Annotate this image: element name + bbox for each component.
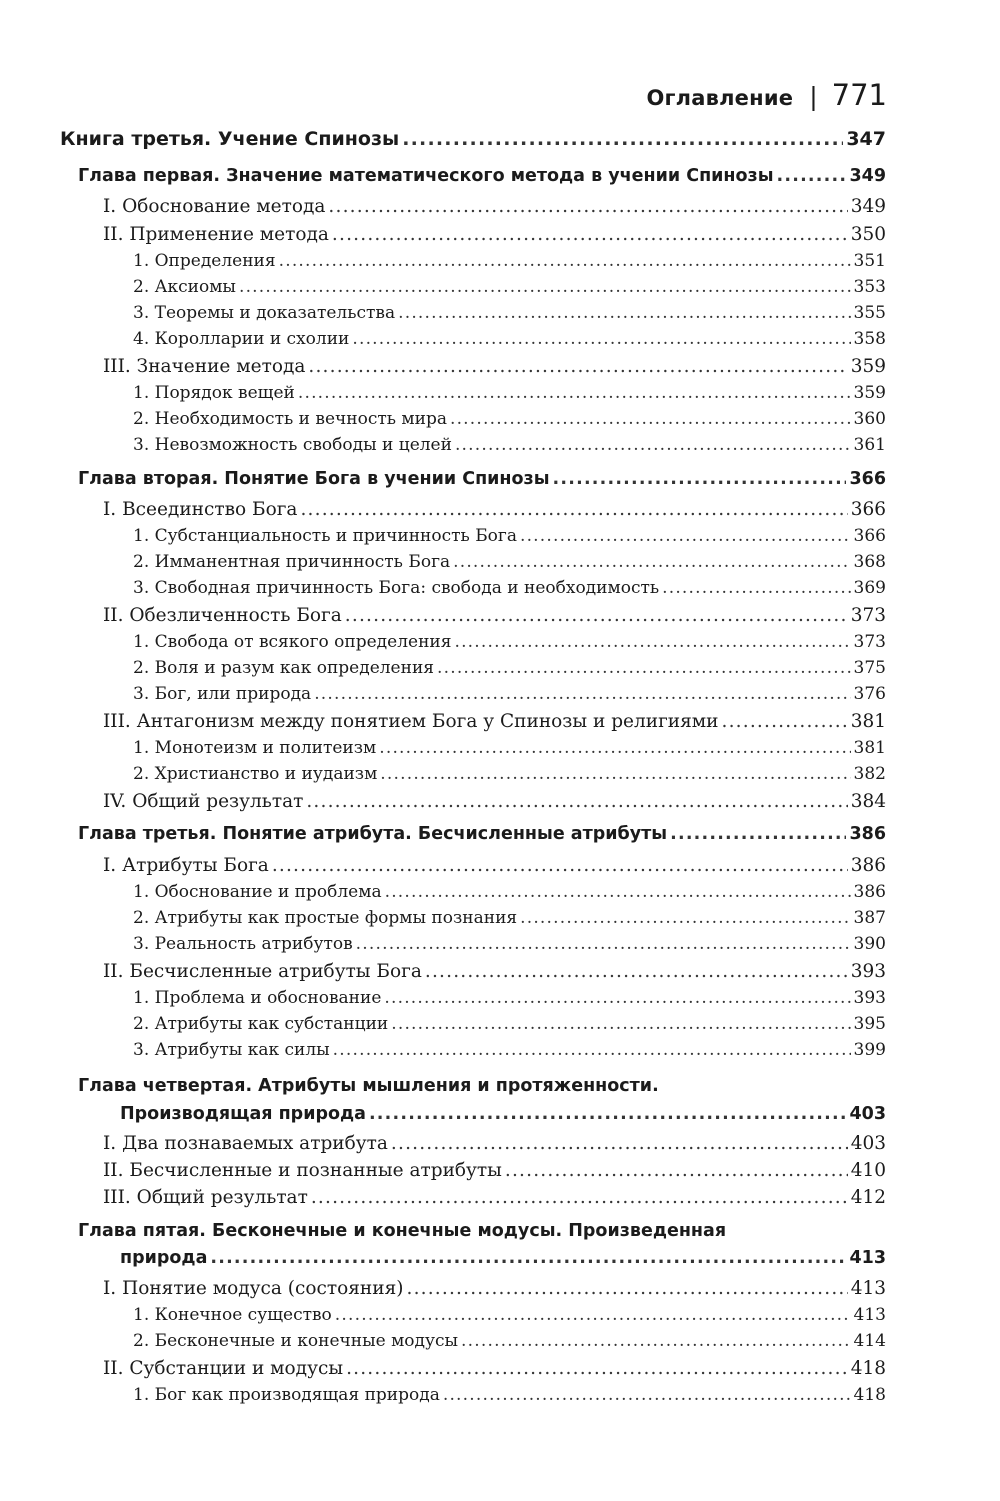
dot-leader (385, 882, 851, 902)
toc-entry-page: 412 (850, 1187, 886, 1208)
toc-entry-title: II. Применение метода (103, 224, 329, 245)
running-head-page-number: 771 (831, 78, 887, 112)
toc-entry-subsection[interactable] (133, 1385, 886, 1412)
toc-entry-title: 2. Воля и разум как определения (133, 658, 435, 678)
toc-entry-page: 366 (853, 526, 886, 546)
toc-entry-page: 373 (853, 632, 886, 652)
toc-entry-section[interactable] (103, 1358, 886, 1385)
toc-entry-title: 2. Бесконечные и конечные модусы (133, 1331, 459, 1351)
dot-leader (328, 196, 847, 217)
toc-entry-chapter-line1[interactable]: Глава четвертая. Атрибуты мышления и протяженности. (78, 1076, 659, 1096)
toc-entry-subsection[interactable] (133, 632, 886, 659)
toc-entry-page: 349 (849, 166, 886, 186)
toc-entry-subsection[interactable] (133, 435, 886, 462)
toc-entry-subsection[interactable] (133, 934, 886, 961)
toc-entry-title: III. Антагонизм между понятием Бога у Спинозы и религиями (103, 711, 719, 732)
toc-entry-section[interactable] (103, 605, 886, 632)
dot-leader (311, 1187, 848, 1208)
toc-entry-page: 386 (850, 855, 886, 876)
toc-entry-page: 351 (853, 251, 886, 271)
dot-leader (398, 303, 850, 323)
toc-entry-page: 360 (853, 409, 886, 429)
dot-leader (300, 499, 847, 520)
dot-leader (298, 383, 851, 403)
toc-entry-title: I. Атрибуты Бога (103, 855, 269, 876)
toc-entry-title: 1. Обоснование и проблема (133, 882, 382, 902)
toc-entry-title: 1. Определения (133, 251, 276, 271)
dot-leader (425, 961, 848, 982)
dot-leader (369, 1104, 847, 1124)
toc-entry-title: 2. Имманентная причинность Бога (133, 552, 451, 572)
dot-leader (461, 1331, 851, 1351)
toc-entry-subsection[interactable] (133, 409, 886, 436)
toc-entry-title: 3. Невозможность свободы и целей (133, 435, 452, 455)
toc-entry-page: 382 (853, 764, 886, 784)
toc-entry-page: 393 (850, 961, 886, 982)
toc-entry-section[interactable] (103, 1187, 886, 1214)
toc-entry-subsection[interactable] (133, 303, 886, 330)
toc-entry-subsection[interactable] (133, 526, 886, 553)
toc-entry-page: 355 (853, 303, 886, 323)
toc-entry-title: I. Понятие модуса (состояния) (103, 1278, 404, 1299)
toc-entry-subsection[interactable] (133, 251, 886, 278)
toc-entry-page: 387 (853, 908, 886, 928)
toc-entry-subsection[interactable] (133, 684, 886, 711)
dot-leader (777, 166, 847, 186)
running-head (646, 78, 887, 112)
dot-leader (662, 578, 850, 598)
toc-entry-title: III. Общий результат (103, 1187, 308, 1208)
dot-leader (505, 1160, 848, 1181)
toc-entry-page: 353 (853, 277, 886, 297)
toc-entry-title: 1. Свобода от всякого определения (133, 632, 452, 652)
toc-entry-title: 3. Свободная причинность Бога: свобода и необходимость (133, 578, 660, 598)
toc-entry-page: 413 (850, 1278, 886, 1299)
toc-entry-page: 418 (850, 1358, 886, 1379)
toc-entry-subsection[interactable] (133, 908, 886, 935)
toc-entry-page: 413 (853, 1305, 886, 1325)
toc-entry-page: 376 (853, 684, 886, 704)
dot-leader (239, 277, 851, 297)
dot-leader (384, 988, 850, 1008)
toc-entry-title: II. Обезличенность Бога (103, 605, 342, 626)
dot-leader (332, 224, 848, 245)
toc-entry-title: Книга третья. Учение Спинозы (60, 128, 400, 150)
dot-leader (210, 1248, 846, 1268)
toc-entry-title: 2. Атрибуты как простые формы познания (133, 908, 518, 928)
dot-leader (356, 934, 851, 954)
dot-leader (437, 658, 851, 678)
toc-entry-section[interactable] (103, 711, 886, 738)
toc-entry-page: 403 (850, 1133, 886, 1154)
toc-entry-page: 350 (850, 224, 886, 245)
toc-entry-title: III. Значение метода (103, 356, 306, 377)
toc-entry-page: 413 (849, 1248, 886, 1268)
dot-leader (308, 356, 847, 377)
dot-leader (306, 791, 847, 812)
dot-leader (454, 632, 850, 652)
dot-leader (279, 251, 851, 271)
toc-entry-subsection[interactable] (133, 1014, 886, 1041)
dot-leader (450, 409, 851, 429)
dot-leader (520, 526, 851, 546)
toc-entry-page: 381 (850, 711, 886, 732)
toc-entry-chapter[interactable] (120, 1248, 886, 1275)
dot-leader (314, 684, 850, 704)
dot-leader (333, 1040, 851, 1060)
toc-entry-page: 361 (853, 435, 886, 455)
toc-entry-section[interactable] (103, 499, 886, 526)
toc-entry-page: 393 (853, 988, 886, 1008)
toc-entry-title: 3. Атрибуты как силы (133, 1040, 330, 1060)
dot-leader (443, 1385, 851, 1405)
running-head-separator: | (809, 82, 818, 111)
toc-entry-page: 414 (853, 1331, 886, 1351)
toc-entry-page: 418 (853, 1385, 886, 1405)
toc-entry-title: 4. Королларии и схолии (133, 329, 350, 349)
toc-entry-page: 373 (850, 605, 886, 626)
dot-leader (352, 329, 850, 349)
toc-entry-title: I. Обоснование метода (103, 196, 326, 217)
toc-entry-chapter-line1[interactable]: Глава пятая. Бесконечные и конечные модусы. Произведенная (78, 1221, 727, 1241)
toc-entry-page: 366 (849, 469, 886, 489)
toc-entry-subsection[interactable] (133, 658, 886, 685)
toc-entry-page: 395 (853, 1014, 886, 1034)
toc-entry-page: 359 (853, 383, 886, 403)
dot-leader (453, 552, 850, 572)
toc-entry-subsection[interactable] (133, 277, 886, 304)
toc-entry-section[interactable] (103, 224, 886, 251)
toc-entry-page: 347 (846, 128, 886, 150)
toc-entry-subsection[interactable] (133, 882, 886, 909)
toc-entry-page: 375 (853, 658, 886, 678)
dot-leader (335, 1305, 851, 1325)
toc-entry-title: II. Бесчисленные и познанные атрибуты (103, 1160, 502, 1181)
toc-entry-subsection[interactable] (133, 552, 886, 579)
toc-entry-title: 1. Проблема и обоснование (133, 988, 382, 1008)
toc-entry-title: 1. Порядок вещей (133, 383, 295, 403)
toc-entry-section[interactable] (103, 196, 886, 223)
dot-leader (391, 1133, 848, 1154)
toc-entry-subsection[interactable] (133, 329, 886, 356)
toc-entry-section[interactable] (103, 961, 886, 988)
toc-entry-title: 2. Христианство и иудаизм (133, 764, 378, 784)
toc-entry-chapter[interactable] (78, 166, 886, 193)
toc-entry-section[interactable] (103, 356, 886, 383)
toc-entry-title: Производящая природа (120, 1104, 366, 1124)
toc-entry-page: 349 (850, 196, 886, 217)
toc-entry-title: Глава вторая. Понятие Бога в учении Спинозы (78, 469, 550, 489)
toc-entry-page: 358 (853, 329, 886, 349)
toc-entry-page: 386 (849, 824, 886, 844)
toc-entry-chapter[interactable] (78, 824, 886, 851)
dot-leader (379, 738, 850, 758)
toc-entry-title: 3. Теоремы и доказательства (133, 303, 396, 323)
toc-entry-title: II. Субстанции и модусы (103, 1358, 344, 1379)
toc-entry-page: 399 (853, 1040, 886, 1060)
dot-leader (722, 711, 848, 732)
toc-entry-section[interactable] (103, 855, 886, 882)
dot-leader (380, 764, 850, 784)
toc-entry-title: 1. Субстанциальность и причинность Бога (133, 526, 517, 546)
toc-entry-title: природа (120, 1248, 208, 1268)
dot-leader (345, 605, 848, 626)
toc-entry-subsection[interactable] (133, 1040, 886, 1067)
toc-entry-page: 359 (850, 356, 886, 377)
toc-entry-subsection[interactable] (133, 764, 886, 791)
toc-entry-page: 369 (853, 578, 886, 598)
toc-entry-title: 1. Монотеизм и политеизм (133, 738, 377, 758)
toc-entry-title: 2. Необходимость и вечность мира (133, 409, 447, 429)
toc-entry-section[interactable] (103, 1133, 886, 1160)
toc-entry-title: 1. Конечное существо (133, 1305, 332, 1325)
dot-leader (553, 469, 847, 489)
toc-entry-page: 381 (853, 738, 886, 758)
toc-entry-page: 368 (853, 552, 886, 572)
toc-entry-title: I. Всеединство Бога (103, 499, 298, 520)
dot-leader (346, 1358, 848, 1379)
toc-entry-title: 2. Аксиомы (133, 277, 236, 297)
toc-entry-part[interactable] (60, 128, 886, 155)
dot-leader (406, 1278, 847, 1299)
dot-leader (272, 855, 848, 876)
toc-entry-title: Глава первая. Значение математического метода в учении Спинозы (78, 166, 774, 186)
toc-entry-title: Глава третья. Понятие атрибута. Бесчисленные атрибуты (78, 824, 668, 844)
toc-entry-page: 410 (850, 1160, 886, 1181)
toc-entry-subsection[interactable] (133, 738, 886, 765)
dot-leader (402, 128, 843, 150)
running-head-title: Оглавление (646, 86, 794, 110)
toc-entry-chapter[interactable] (120, 1104, 886, 1131)
dot-leader (670, 824, 846, 844)
toc-entry-section[interactable] (103, 791, 886, 818)
toc-entry-subsection[interactable] (133, 1331, 886, 1358)
toc-entry-page: 386 (853, 882, 886, 902)
dot-leader (391, 1014, 850, 1034)
toc-entry-page: 384 (850, 791, 886, 812)
toc-entry-page: 403 (849, 1104, 886, 1124)
toc-entry-page: 390 (853, 934, 886, 954)
toc-entry-chapter[interactable] (78, 469, 886, 496)
toc-entry-page: 366 (850, 499, 886, 520)
toc-entry-title: 1. Бог как производящая природа (133, 1385, 440, 1405)
dot-leader (520, 908, 850, 928)
toc-entry-title: IV. Общий результат (103, 791, 304, 812)
toc-entry-section[interactable] (103, 1160, 886, 1187)
dot-leader (455, 435, 851, 455)
toc-entry-subsection[interactable] (133, 578, 886, 605)
toc-entry-title: II. Бесчисленные атрибуты Бога (103, 961, 422, 982)
toc-entry-subsection[interactable] (133, 383, 886, 410)
toc-entry-subsection[interactable] (133, 988, 886, 1015)
toc-entry-section[interactable] (103, 1278, 886, 1305)
toc-entry-title: I. Два познаваемых атрибута (103, 1133, 388, 1154)
toc-entry-title: 3. Бог, или природа (133, 684, 312, 704)
toc-entry-title: 3. Реальность атрибутов (133, 934, 353, 954)
toc-entry-subsection[interactable] (133, 1305, 886, 1332)
toc-entry-title: 2. Атрибуты как субстанции (133, 1014, 389, 1034)
